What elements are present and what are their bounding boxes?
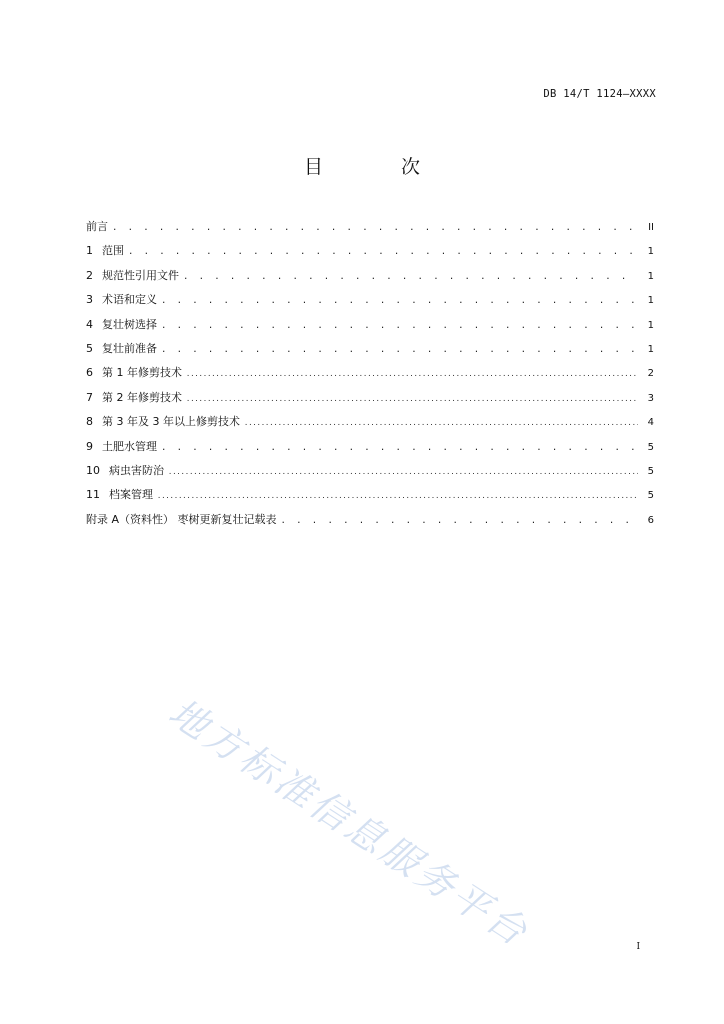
toc-entry-page: 1 xyxy=(647,319,654,331)
toc-entry-year3-pruning[interactable] xyxy=(86,413,654,437)
page-number: I xyxy=(636,942,640,952)
toc-leader-dots xyxy=(157,492,638,500)
toc-entry-label: 档案管理 xyxy=(109,488,153,502)
toc-entry-label: 第 3 年及 3 年以上修剪技术 xyxy=(102,415,240,429)
toc-entry-number: 8 xyxy=(86,415,93,429)
toc-entry-appendix-a[interactable] xyxy=(86,511,654,535)
toc-leader-dots xyxy=(161,321,638,331)
toc-entry-year2-pruning[interactable] xyxy=(86,389,654,413)
toc-leader-dots xyxy=(128,247,638,257)
table-of-contents xyxy=(86,218,654,535)
toc-entry-label: 复壮前准备 xyxy=(102,341,157,355)
toc-entry-page: 5 xyxy=(647,441,654,453)
toc-leader-dots xyxy=(161,443,638,453)
toc-leader-dots xyxy=(186,370,638,378)
toc-entry-number: 7 xyxy=(86,390,93,404)
toc-leader-dots xyxy=(281,516,638,526)
toc-entry-foreword[interactable] xyxy=(86,218,654,242)
toc-entry-label: 附录 A（资料性） 枣树更新复壮记载表 xyxy=(86,512,277,526)
toc-leader-dots xyxy=(161,296,638,306)
toc-leader-dots xyxy=(168,468,638,476)
toc-entry-page: 6 xyxy=(647,514,654,526)
toc-entry-scope[interactable] xyxy=(86,242,654,266)
toc-entry-number: 11 xyxy=(86,488,100,502)
toc-entry-normative-references[interactable] xyxy=(86,267,654,291)
toc-entry-page: 2 xyxy=(647,368,654,380)
toc-leader-dots xyxy=(112,223,638,233)
toc-entry-page: 1 xyxy=(647,246,654,258)
toc-entry-label: 土肥水管理 xyxy=(102,439,157,453)
toc-entry-label: 术语和定义 xyxy=(102,293,157,307)
toc-entry-page: 3 xyxy=(647,392,654,404)
toc-entry-page: 1 xyxy=(647,270,654,282)
document-code: DB 14/T 1124—XXXX xyxy=(543,88,656,100)
toc-entry-page: 4 xyxy=(647,417,654,429)
toc-entry-label: 第 2 年修剪技术 xyxy=(102,390,182,404)
toc-entry-number: 10 xyxy=(86,463,100,477)
toc-entry-label: 复壮树选择 xyxy=(102,317,157,331)
toc-entry-label: 前言 xyxy=(86,220,108,233)
toc-entry-preparation[interactable] xyxy=(86,340,654,364)
toc-entry-pest-control[interactable] xyxy=(86,462,654,486)
toc-entry-number: 3 xyxy=(86,293,93,307)
toc-entry-page: 1 xyxy=(647,295,654,307)
toc-entry-label: 范围 xyxy=(102,244,124,258)
toc-entry-soil-fertilizer-water[interactable] xyxy=(86,438,654,462)
toc-entry-page: 5 xyxy=(647,465,654,477)
toc-title: 目 次 xyxy=(303,156,457,178)
toc-entry-page: 5 xyxy=(647,490,654,502)
toc-entry-page: 1 xyxy=(647,343,654,355)
toc-leader-dots xyxy=(161,345,638,355)
toc-leader-dots xyxy=(244,419,638,427)
toc-entry-number: 9 xyxy=(86,439,93,453)
toc-entry-number: 4 xyxy=(86,317,93,331)
toc-leader-dots xyxy=(183,272,638,282)
toc-entry-year1-pruning[interactable] xyxy=(86,364,654,388)
toc-entry-page: II xyxy=(648,222,654,233)
toc-entry-number: 5 xyxy=(86,341,93,355)
watermark: 地方标准信息服务平台 xyxy=(161,689,538,956)
toc-leader-dots xyxy=(186,395,638,403)
toc-entry-tree-selection[interactable] xyxy=(86,316,654,340)
toc-entry-number: 6 xyxy=(86,366,93,380)
toc-entry-records-management[interactable] xyxy=(86,486,654,510)
toc-entry-label: 第 1 年修剪技术 xyxy=(102,366,182,380)
toc-entry-label: 病虫害防治 xyxy=(109,463,164,477)
toc-entry-terms-definitions[interactable] xyxy=(86,291,654,315)
toc-entry-label: 规范性引用文件 xyxy=(102,268,179,282)
toc-entry-number: 2 xyxy=(86,268,93,282)
toc-entry-number: 1 xyxy=(86,244,93,258)
